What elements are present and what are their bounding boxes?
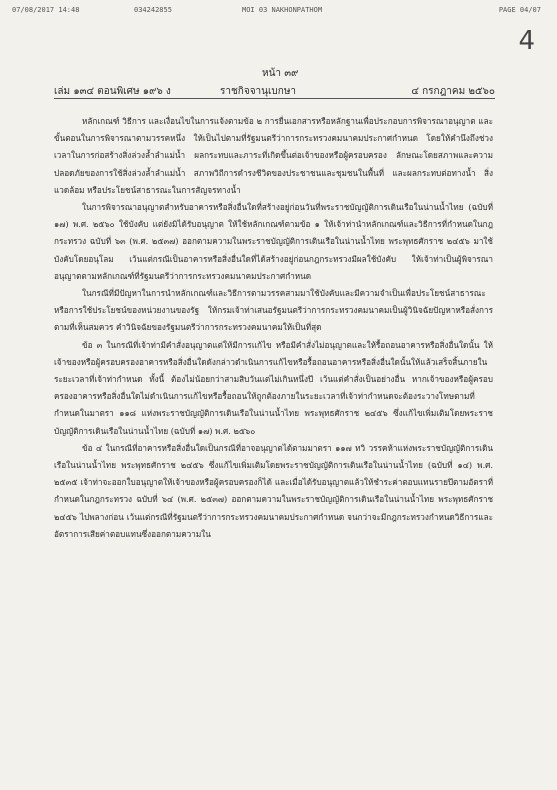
fax-date-time: 07/08/2017 14:48 — [12, 6, 80, 14]
fax-station: MOI 03 NAKHONPATHOM — [242, 6, 323, 14]
body-paragraph: ข้อ ๓ ในกรณีที่เจ้าท่ามีคำสั่งอนุญาตแต่ให้มีการแก้ไข หรือมีคำสั่งไม่อนุญาตและให้รื้อถอนอาคารหรือสิ่งอื่นใดนั้น ให้เจ้าของหรือผู้ครอบครองอาคารหรือสิ่งอื่นใดดังกล่าวดำเนินการแก้ไขหรือรื้อถอนอาคารหรือสิ่งอื่นใดนั้นให้แล้วเสร็จสิ้นภายในระยะเวลาที่เจ้าท่ากำหนด ทั้งนี้ ต้องไม่น้อยกว่าสามสิบวันแต่ไม่เกินหนึ่งปี เว้นแต่คำสั่งเป็นอย่างอื่น หากเจ้าของหรือผู้ครอบครองอาคารหรือสิ่งอื่นใดไม่ดำเนินการแก้ไขหรือรื้อถอนให้ถูกต้องภายในระยะเวลาที่เจ้าท่ากำหนดจะต้องระวางโทษตามที่กำหนดในมาตรา ๑๑๘ แห่งพระราชบัญญัติการเดินเรือในน่านน้ำไทย พระพุทธศักราช ๒๔๕๖ ซึ่งแก้ไขเพิ่มเติมโดยพระราชบัญญัติการเดินเรือในน่านน้ำไทย (ฉบับที่ ๑๗) พ.ศ. ๒๕๖๐ — [54, 339, 493, 436]
document-body — [54, 113, 493, 543]
gazette-header — [54, 82, 495, 99]
fax-header — [12, 6, 545, 18]
gazette-volume: เล่ม ๑๓๔ ตอนพิเศษ ๑๙๖ ง — [54, 86, 171, 97]
fax-sender-number: 034242855 — [134, 6, 172, 14]
handwritten-page-mark: 4 — [518, 26, 535, 56]
gazette-name: ราชกิจจานุเบกษา — [220, 86, 297, 97]
body-paragraph: ในกรณีที่มีปัญหาในการนำหลักเกณฑ์และวิธีการตามวรรคสามมาใช้บังคับและมีความจำเป็นเพื่อประโยชน์สาธารณะหรือการใช้ประโยชน์ของหน่วยงานของรัฐ ให้กรมเจ้าท่าเสนอรัฐมนตรีว่าการกระทรวงคมนาคมเป็นผู้วินิจฉัยปัญหาหรือสั่งการตามที่เห็นสมควร คำวินิจฉัยของรัฐมนตรีว่าการกระทรวงคมนาคมให้เป็นที่สุด — [54, 288, 493, 333]
gazette-date: ๔ กรกฎาคม ๒๕๖๐ — [411, 86, 495, 97]
fax-page-count: PAGE 04/07 — [498, 6, 541, 14]
body-paragraph: ในการพิจารณาอนุญาตสำหรับอาคารหรือสิ่งอื่นใดที่สร้างอยู่ก่อนวันที่พระราชบัญญัติการเดินเรือในน่านน้ำไทย (ฉบับที่ ๑๗) พ.ศ. ๒๕๖๐ ใช้บังคับ แต่ยังมิได้รับอนุญาต ให้ใช้หลักเกณฑ์ตามข้อ ๑ ให้เจ้าท่านำหลักเกณฑ์และวิธีการที่กำหนดในกฎกระทรวง ฉบับที่ ๖๓ (พ.ศ. ๒๕๓๗) ออกตามความในพระราชบัญญัติการเดินเรือในน่านน้ำไทย พระพุทธศักราช ๒๔๕๖ มาใช้บังคับโดยอนุโลม เว้นแต่กรณีเป็นอาคารหรือสิ่งอื่นใดที่ได้สร้างอยู่ก่อนกฎกระทรวงมีผลใช้บังคับ ให้เจ้าท่าเป็นผู้พิจารณาอนุญาตตามหลักเกณฑ์ที่รัฐมนตรีว่าการกระทรวงคมนาคมประกาศกำหนด — [54, 202, 493, 281]
page-number: หน้า ๓๙ — [262, 68, 299, 79]
body-paragraph: ข้อ ๔ ในกรณีที่อาคารหรือสิ่งอื่นใดเป็นกรณีที่อาจอนุญาตได้ตามมาตรา ๑๑๗ ทวิ วรรคห้าแห่งพระราชบัญญัติการเดินเรือในน่านน้ำไทย พระพุทธศักราช ๒๔๕๖ ซึ่งแก้ไขเพิ่มเติมโดยพระราชบัญญัติการเดินเรือในน่านน้ำไทย (ฉบับที่ ๑๔) พ.ศ. ๒๕๓๕ เจ้าท่าจะออกใบอนุญาตให้เจ้าของหรือผู้ครอบครองก็ได้ และเมื่อได้รับอนุญาตแล้วให้ชำระค่าตอบแทนรายปีตามอัตราที่กำหนดในกฎกระทรวง ฉบับที่ ๖๔ (พ.ศ. ๒๕๓๗) ออกตามความในพระราชบัญญัติการเดินเรือในน่านน้ำไทย พระพุทธศักราช ๒๔๕๖ ไปพลางก่อน เว้นแต่กรณีที่รัฐมนตรีว่าการกระทรวงคมนาคมประกาศกำหนด จนกว่าจะมีกฎกระทรวงกำหนดวิธีการและอัตราการเสียค่าตอบแทนซึ่งออกตามความใน — [54, 442, 493, 539]
body-paragraph: หลักเกณฑ์ วิธีการ และเงื่อนไขในการแจ้งตามข้อ ๒ การยื่นเอกสารหรือหลักฐานเพื่อประกอบการพิจารณาอนุญาต และขั้นตอนในการพิจารณาตามวรรคหนึ่ง ให้เป็นไปตามที่รัฐมนตรีว่าการกระทรวงคมนาคมประกาศกำหนด โดยให้คำนึงถึงช่วงเวลาในการก่อสร้างสิ่งล่วงล้ำลำแม่น้ำ ผลกระทบและภาระที่เกิดขึ้นต่อเจ้าของหรือผู้ครอบครอง ลักษณะโดยสภาพและความปลอดภัยของการใช้สิ่งล่วงล้ำลำแม่น้ำ สภาพวิถีการดำรงชีวิตของประชาชนและชุมชนในพื้นที่ และผลกระทบต่อทางน้ำ สิ่งแวดล้อม หรือประโยชน์สาธารณะในการสัญจรทางน้ำ — [54, 116, 493, 195]
